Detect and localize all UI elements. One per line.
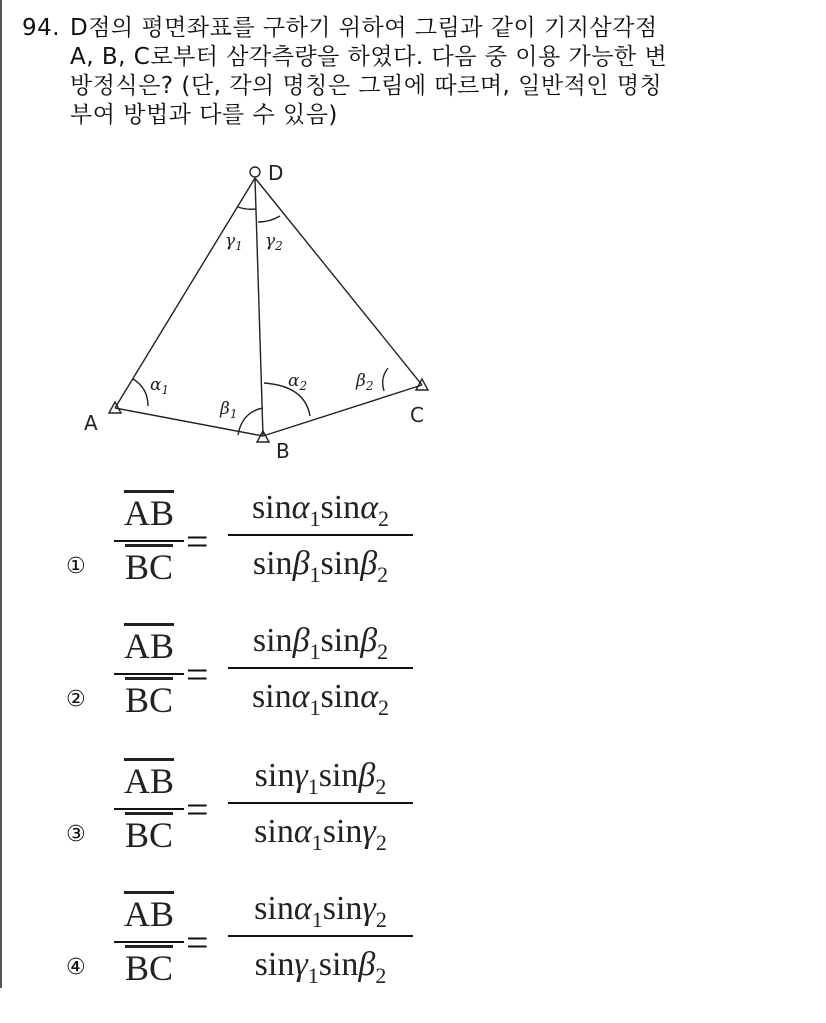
- triangulation-figure: [70, 150, 450, 470]
- equals-sign: =: [186, 787, 209, 832]
- label-a: A: [84, 411, 98, 435]
- lhs-fraction: [114, 492, 184, 588]
- lhs-numerator: $\overline{AB}$: [123, 493, 174, 533]
- rhs-denominator: sinβ$_1$sinβ$_2$: [252, 545, 389, 587]
- fraction-bar: [114, 941, 184, 943]
- rhs-numerator: sinβ$_1$sinβ$_2$: [252, 622, 389, 664]
- fraction-bar: [114, 673, 184, 675]
- option-mark: ④: [66, 955, 86, 980]
- lhs-denominator: BC: [124, 815, 174, 855]
- svg-text:α1: $\alpha_1$: [150, 375, 170, 397]
- equals-sign: =: [186, 519, 209, 564]
- rhs-numerator: sinγ$_1$sinβ$_2$: [254, 757, 387, 799]
- rhs-numerator: sinα$_1$sinα$_2$: [251, 489, 390, 531]
- lhs-fraction: [114, 893, 184, 989]
- fraction-bar: [228, 802, 413, 804]
- lhs-numerator: $\overline{AB}$: [123, 894, 174, 934]
- question-line-1: 94. D점의 평면좌표를 구하기 위하여 그림과 같이 기지삼각점: [22, 15, 658, 41]
- lhs-numerator: $\overline{AB}$: [123, 626, 174, 666]
- question-line-3: 방정식은? (단, 각의 명칭은 그림에 따르며, 일반적인 명칭: [70, 73, 663, 99]
- option-mark: ③: [66, 822, 86, 847]
- label-c: C: [410, 403, 424, 427]
- fraction-bar: [228, 534, 413, 536]
- option-3[interactable]: [66, 757, 466, 890]
- equals-sign: =: [186, 920, 209, 965]
- label-b: B: [276, 439, 290, 463]
- question-text: [22, 14, 812, 130]
- fraction-bar: [114, 808, 184, 810]
- question-number: 94.: [22, 15, 61, 41]
- lhs-fraction: [114, 760, 184, 856]
- question-line-4: 부여 방법과 다를 수 있음): [70, 102, 338, 128]
- lhs-fraction: [114, 625, 184, 721]
- rhs-denominator: sinγ$_1$sinβ$_2$: [254, 946, 387, 988]
- option-mark: ②: [66, 687, 86, 712]
- lhs-denominator: BC: [124, 680, 174, 720]
- fraction-bar: [228, 667, 413, 669]
- option-1[interactable]: [66, 489, 466, 622]
- rhs-fraction: [228, 887, 413, 987]
- equals-sign: =: [186, 652, 209, 697]
- label-d: D: [268, 161, 284, 185]
- left-border: [0, 0, 2, 988]
- svg-text:γ2: $\gamma_2$: [265, 231, 283, 253]
- lhs-denominator: BC: [124, 547, 174, 587]
- rhs-numerator: sinα$_1$sinγ$_2$: [254, 890, 387, 932]
- option-2[interactable]: [66, 622, 466, 755]
- svg-text:γ1: $\gamma_1$: [225, 231, 243, 253]
- lhs-numerator: $\overline{AB}$: [123, 761, 174, 801]
- question-line-2: A, B, C로부터 삼각측량을 하였다. 다음 중 이용 가능한 변: [70, 44, 668, 70]
- svg-text:β2: $\beta_2$: [356, 371, 374, 393]
- option-4[interactable]: [66, 890, 466, 1023]
- rhs-fraction: [228, 619, 413, 719]
- rhs-fraction: [228, 754, 413, 854]
- svg-text:α2: $\alpha_2$: [288, 371, 308, 393]
- rhs-denominator: sinα$_1$sinγ$_2$: [254, 813, 387, 855]
- lhs-denominator: BC: [124, 948, 174, 988]
- rhs-fraction: [228, 486, 413, 586]
- fraction-bar: [228, 935, 413, 937]
- rhs-denominator: sinα$_1$sinα$_2$: [251, 678, 390, 720]
- option-mark: ①: [66, 554, 86, 579]
- svg-text:β1: $\beta_1$: [220, 399, 238, 421]
- fraction-bar: [114, 540, 184, 542]
